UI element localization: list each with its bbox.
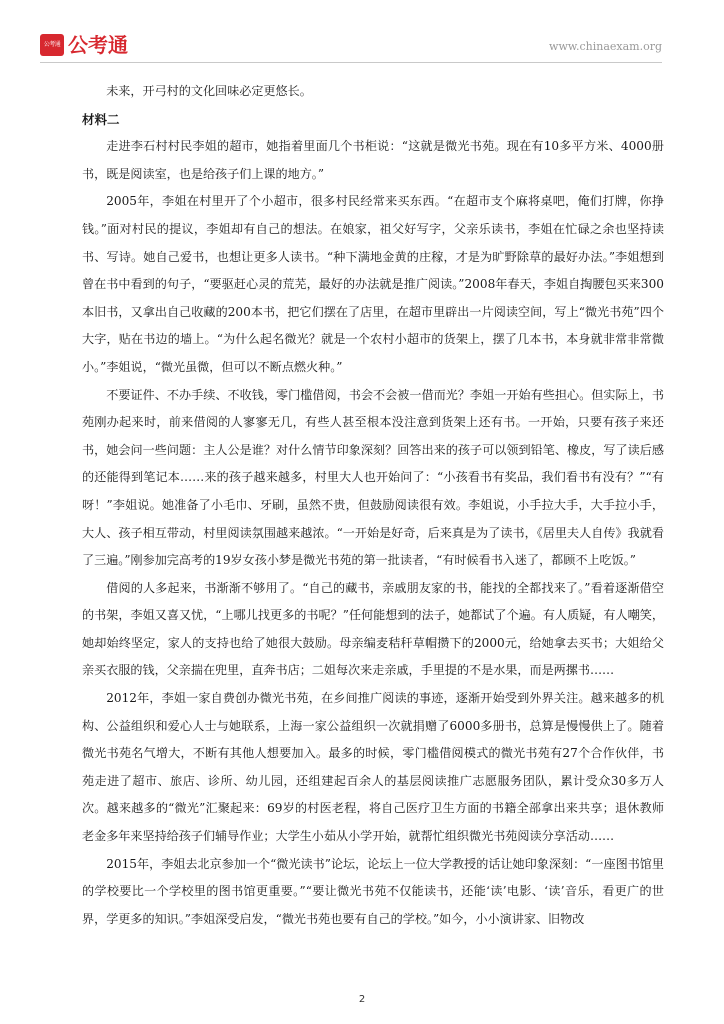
logo-text: 公考通 <box>68 33 128 57</box>
logo-icon: 公考通 <box>40 34 64 56</box>
page-header <box>40 30 662 63</box>
page-number: 2 <box>358 994 366 1005</box>
paragraph-3: 不要证件、不办手续、不收钱，零门槛借阅，书会不会被一借而光？李姐一开始有些担心。但实际上，书苑刚办起来时，前来借阅的人寥寥无几，有些人甚至根本没注意到货架上还有书。一开始，只要有孩子来还书，她会问一些问题：主人公是谁？对什么情节印象深刻？回答出来的孩子可以领到铅笔、橡皮，写了读后感的还能得到笔记本……来的孩子越来越多，村里大人也开始问了：“小孩看书有奖品，我们看书有没有？”“有呀！”李姐说。她准备了小毛巾、牙刷，虽然不贵，但鼓励阅读很有效。李姐说，小手拉大手，大手拉小手，大人、孩子相互带动，村里阅读氛围越来越浓。“一开始是好奇，后来真是为了读书，《居里夫人自传》我就看了三遍。”刚参加完高考的19岁女孩小梦是微光书苑的第一批读者，“有时候看书入迷了，都顾不上吃饭。” <box>82 387 664 568</box>
paragraph-1: 走进李石村村民李姐的超市，她指着里面几个书柜说：“这就是微光书苑。现在有10多平方米、4000册书，既是阅读室，也是给孩子们上课的地方。” <box>82 139 664 181</box>
paragraph-5: 2012年，李姐一家自费创办微光书苑，在乡间推广阅读的事迹，逐渐开始受到外界关注。越来越多的机构、公益组织和爱心人士与她联系，上海一家公益组织一次就捐赠了6000多册书，总算是慢慢供上了。随着微光书苑名气增大，不断有其他人想要加入。最多的时候，零门槛借阅模式的微光书苑有27个合作伙伴，书苑走进了超市、旅店、诊所、幼儿园，还组建起百余人的基层阅读推广志愿服务团队，累计受众30多万人次。越来越多的“微光”汇聚起来：69岁的村医老程，将自己医疗卫生方面的书籍全部拿出来共享；退休教师老金多年来坚持给孩子们辅导作业；大学生小茹从小学开始，就帮忙组织微光书苑阅读分享活动…… <box>82 691 664 844</box>
paragraph-0: 未来，开弓村的文化回味必定更悠长。 <box>106 84 312 98</box>
paragraph-6: 2015年，李姐去北京参加一个“微光读书”论坛，论坛上一位大学教授的话让她印象深刻：“一座图书馆里的学校要比一个学校里的图书馆更重要。”“要让微光书苑不仅能读书，还能‘读’电影、‘读’音乐，看更广的世界，学更多的知识。”李姐深受启发，“微光书苑也要有自己的学校。”如今，小小演讲家、旧物改 <box>82 856 664 926</box>
document-body <box>82 78 664 933</box>
paragraph-2: 2005年，李姐在村里开了个小超市，很多村民经常来买东西。“在超市支个麻将桌吧，俺们打牌，你挣钱。”面对村民的提议，李姐却有自己的想法。在娘家，祖父好写字，父亲乐读书，李姐在忙碌之余也坚持读书、写诗。她自己爱书，也想让更多人读书。“种下满地金黄的庄稼，才是为旷野除草的最好办法。”李姐想到曾在书中看到的句子，“要驱赶心灵的荒芜，最好的办法就是推广阅读。”2008年春天，李姐自掏腰包买来300本旧书，又拿出自己收藏的200本书，把它们摆在了店里，在超市里辟出一片阅读空间，写上“微光书苑”四个大字，贴在书边的墙上。“为什么起名微光？就是一个农村小超市的货架上，摆了几本书，本身就非常非常微小。”李姐说，“微光虽微，但可以不断点燃火种。” <box>82 194 664 374</box>
paragraph-4: 借阅的人多起来，书渐渐不够用了。“自己的藏书，亲戚朋友家的书，能找的全都找来了。”看着逐渐借空的书架，李姐又喜又忧，“上哪儿找更多的书呢？”任何能想到的法子，她都试了个遍。有人质疑，有人嘲笑，她却始终坚定，家人的支持也给了她很大鼓励。母亲编麦秸秆草帽攒下的2000元，给她拿去买书；大姐给父亲买衣服的钱，父亲揣在兜里，直奔书店；二姐每次来走亲戚，手里提的不是水果，而是两摞书…… <box>82 580 664 678</box>
section-heading: 材料二 <box>82 111 120 127</box>
site-url: www.chinaexam.org <box>549 40 662 53</box>
